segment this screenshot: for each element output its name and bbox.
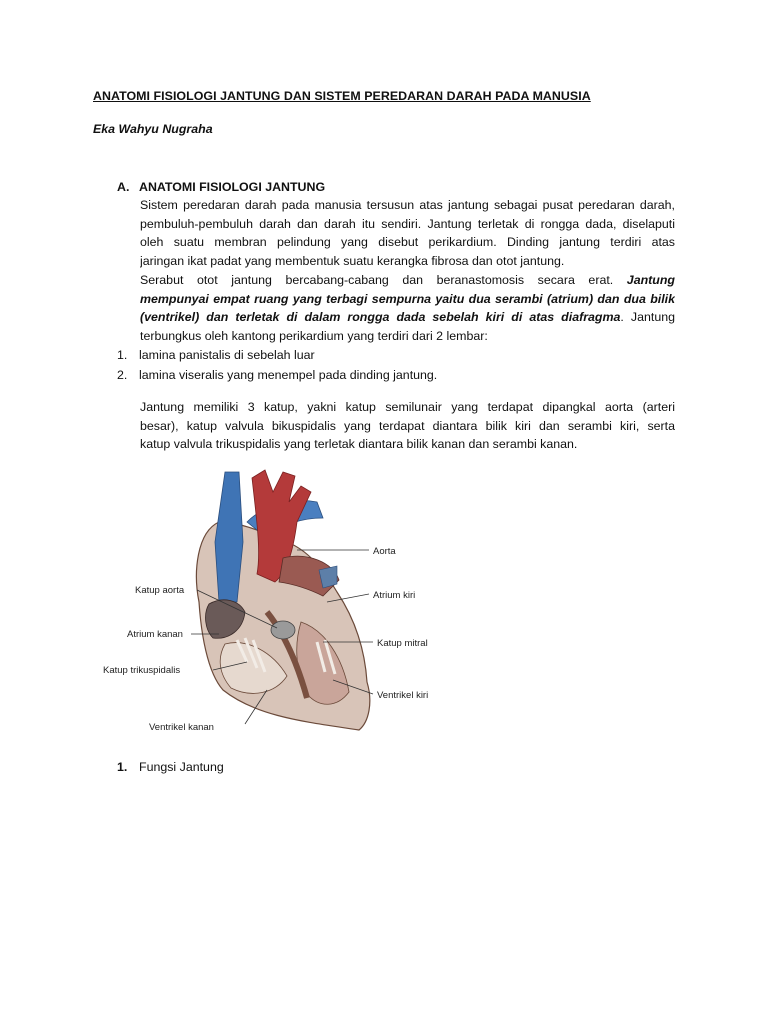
paragraph-text: Serabut otot jantung bercabang-cabang dan beranastomosis secara erat. [140,272,614,287]
emphasis-text: (ventrikel) dan terletak di dalam rongga dada sebelah kiri di atas diafragma [140,310,621,325]
paragraph-line [140,308,675,327]
label-katup-trikuspidalis: Katup trikuspidalis [103,665,181,676]
section-title: ANATOMI FISIOLOGI JANTUNG [139,180,326,194]
label-aorta: Aorta [373,546,396,557]
emphasis-line: mempunyai empat ruang yang terbagi sempurna yaitu dua serambi (atrium) dan dua bilik [140,291,675,306]
label-katup-aorta: Katup aorta [135,585,185,596]
subsection-title: Fungsi Jantung [139,760,224,774]
list-number: 2. [117,368,128,382]
paragraph-text: . Jantung [620,310,675,325]
list-text: lamina panistalis di sebelah luar [139,348,315,362]
paragraph-line: pembuluh-pembuluh darah dan darah itu sendiri. Jantung terletak di rongga dada, diselaputi [140,216,675,231]
label-katup-mitral: Katup mitral [377,638,428,649]
superior-vena-cava [215,472,243,602]
paragraph-line: katup valvula trikuspidalis yang terletak diantara bilik kanan dan serambi kanan. [140,437,578,452]
aortic-valve [271,621,295,639]
list-item [117,348,315,362]
paragraph-line [140,271,675,290]
list-number: 1. [117,348,128,362]
paragraph-line: oleh suatu membran pelindung yang disebut perikardium. Dinding jantung terdiri atas [140,235,675,250]
list-item [117,368,437,382]
paragraph-line: Jantung memiliki 3 katup, yakni katup semilunair yang terdapat dipangkal aorta (arteri [140,400,675,414]
section-heading [117,180,325,194]
paragraph-anatomy [140,196,675,346]
author-name: Eka Wahyu Nugraha [93,122,213,136]
label-ventrikel-kanan: Ventrikel kanan [149,722,214,733]
label-ventrikel-kiri: Ventrikel kiri [377,690,429,701]
paragraph-line: Sistem peredaran darah pada manusia tersusun atas jantung sebagai pusat peredaran darah, [140,198,675,212]
label-atrium-kanan: Atrium kanan [127,629,183,640]
emphasis-text: Jantung [626,272,675,287]
heart-diagram [97,462,457,752]
subsection-heading [117,760,224,774]
subsection-number: 1. [117,760,128,774]
paragraph-line: jaringan ikat padat yang membentuk suatu kerangka fibrosa dan otot jantung. [140,254,565,269]
list-text: lamina viseralis yang menempel pada dinding jantung. [139,368,438,382]
document-title: ANATOMI FISIOLOGI JANTUNG DAN SISTEM PEREDARAN DARAH PADA MANUSIA [93,89,591,103]
paragraph-valves [140,398,675,454]
label-atrium-kiri: Atrium kiri [373,590,416,601]
paragraph-line: terbungkus oleh kantong perikardium yang terdiri dari 2 lembar: [140,328,488,343]
paragraph-line: besar), katup valvula bikuspidalis yang terdapat diantara bilik kiri dan serambi kiri, serta [140,418,675,433]
section-number: A. [117,180,130,194]
